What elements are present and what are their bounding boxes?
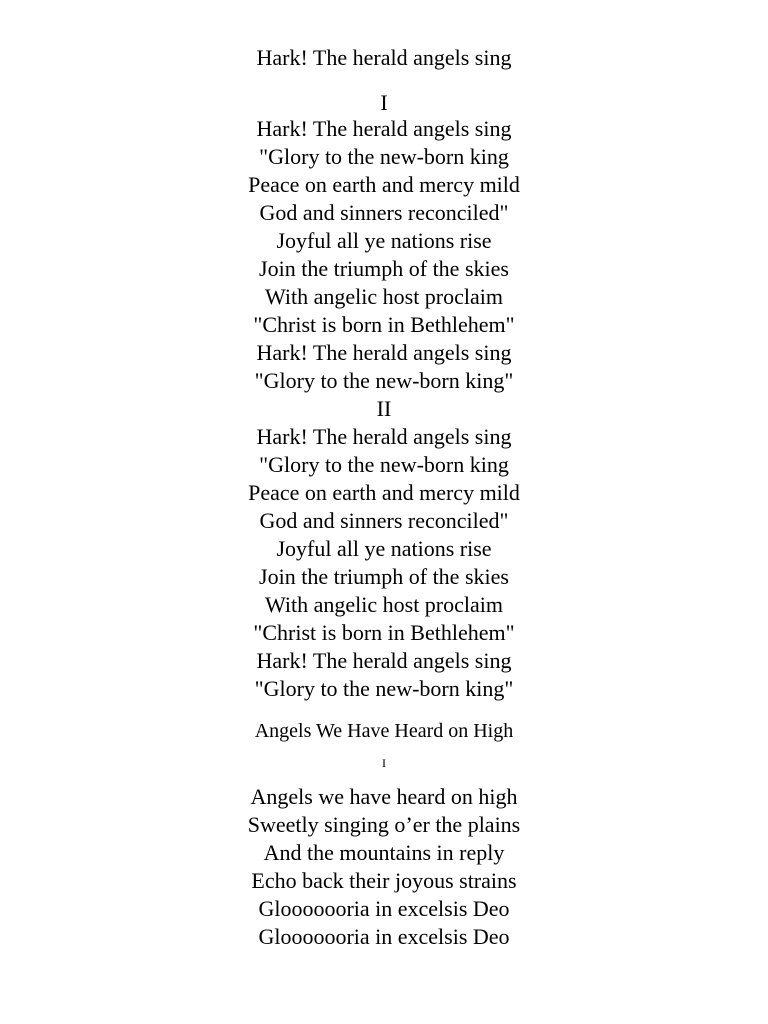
song1-verse2-line: "Glory to the new-born king" <box>254 676 514 701</box>
song1-verse2-line: "Christ is born in Bethlehem" <box>253 620 515 645</box>
song1-verse1-line: "Christ is born in Bethlehem" <box>253 312 515 337</box>
song1-verse2-line: Hark! The herald angels sing <box>256 648 512 673</box>
song1-verse1-line: Peace on earth and mercy mild <box>248 172 520 197</box>
song2-verse1-line: Glooooooria in excelsis Deo <box>258 924 510 949</box>
song1-verse1-numeral: I <box>380 90 388 115</box>
song2-verse1-line: Echo back their joyous strains <box>251 868 517 893</box>
song1-verse1-line: "Glory to the new-born king <box>259 144 509 169</box>
song2-verse1-line: And the mountains in reply <box>263 840 505 865</box>
song2-verse1-numeral: I <box>382 756 386 770</box>
song1-verse2-line: "Glory to the new-born king <box>259 452 509 477</box>
song1-verse2-line: Peace on earth and mercy mild <box>248 480 520 505</box>
song1-verse2-line: With angelic host proclaim <box>265 592 503 617</box>
song1-verse1-line: Hark! The herald angels sing <box>256 116 512 141</box>
song1-verse1-line: Joyful all ye nations rise <box>276 228 492 253</box>
song1-verse2-line: God and sinners reconciled" <box>259 508 509 533</box>
song1-verse1-line: With angelic host proclaim <box>265 284 503 309</box>
song1-verse1-line: God and sinners reconciled" <box>259 200 509 225</box>
song1-verse1-line: Join the triumph of the skies <box>259 256 509 281</box>
song1-verse1-line: "Glory to the new-born king" <box>254 368 514 393</box>
song2-verse1-line: Sweetly singing o’er the plains <box>247 812 521 837</box>
song2-verse1-line: Angels we have heard on high <box>250 784 518 809</box>
song1-verse2-line: Joyful all ye nations rise <box>276 536 492 561</box>
song2-verse1-line: Glooooooria in excelsis Deo <box>258 896 510 921</box>
song1-verse1-line: Hark! The herald angels sing <box>256 340 512 365</box>
song1-verse2-line: Hark! The herald angels sing <box>256 424 512 449</box>
song2-title: Angels We Have Heard on High <box>254 720 514 742</box>
song1-verse2-line: Join the triumph of the skies <box>259 564 509 589</box>
song1-title: Hark! The herald angels sing <box>256 45 512 70</box>
song1-verse2-numeral: II <box>376 396 392 421</box>
